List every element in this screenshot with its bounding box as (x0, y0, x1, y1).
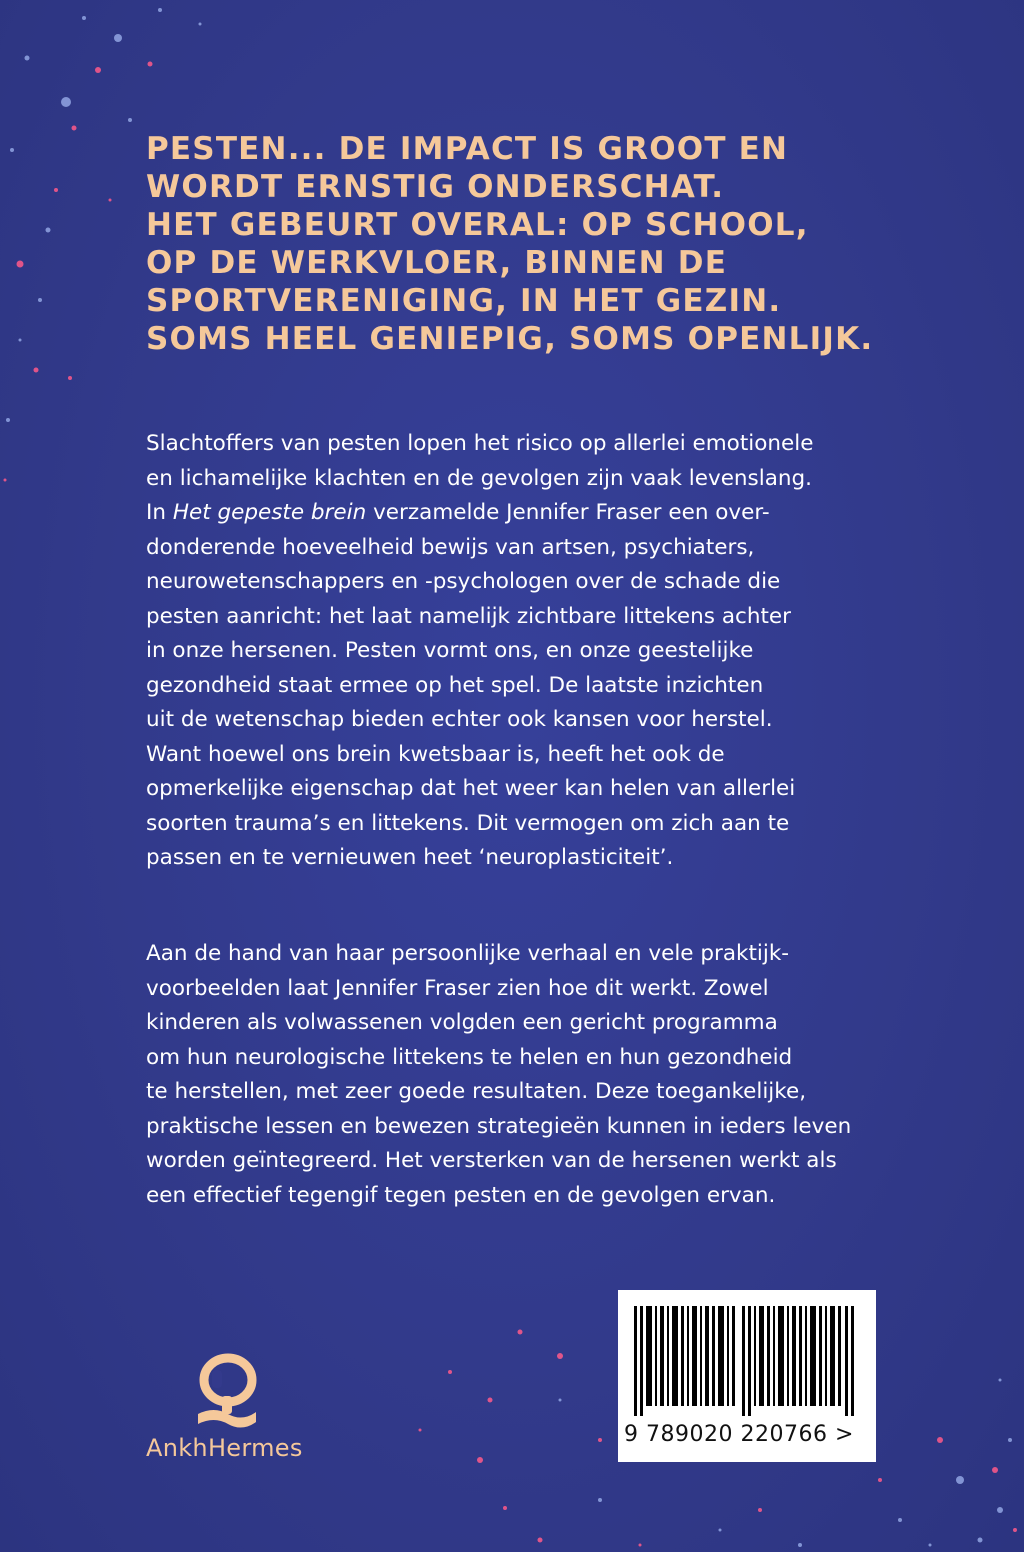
publisher-logo (146, 1352, 306, 1472)
body-line: uit de wetenschap bieden echter ook kansen voor herstel. (146, 707, 773, 732)
body-line: gezondheid staat ermee op het spel. De laatste inzichten (146, 672, 764, 698)
body-line: een effectief tegengif tegen pesten en de gevolgen ervan. (146, 1182, 776, 1208)
headline-line: HET GEBEURT OVERAL: OP SCHOOL, (146, 207, 809, 243)
headline (146, 130, 906, 358)
body-text: In (146, 500, 173, 525)
body-line: te herstellen, met zeer goede resultaten. Deze toegankelijke, (146, 1079, 807, 1104)
body-line: pesten aanricht: het laat namelijk zichtbare littekens achter (146, 603, 791, 629)
body-line: soorten trauma’s en littekens. Dit vermogen om zich aan te (146, 810, 790, 836)
body-line: in onze hersenen. Pesten vormt ons, en onze geestelijke (146, 638, 754, 663)
body-paragraph-2 (146, 937, 886, 1213)
body-line: Want hoewel ons brein kwetsbaar is, heeft het ook de (146, 741, 725, 767)
body-line: kinderen als volwassenen volgden een gericht programma (146, 1010, 778, 1035)
body-text: verzamelde Jennifer Fraser een over- (366, 500, 770, 525)
publisher-name: AnkhHermes (146, 1434, 303, 1462)
body-line: neurowetenschappers en -psychologen over de schade die (146, 569, 781, 594)
headline-line: SPORTVERENIGING, IN HET GEZIN. (146, 283, 782, 319)
headline-line: WORDT ERNSTIG ONDERSCHAT. (146, 169, 725, 205)
book-title: Het gepeste brein (172, 500, 367, 525)
body-line: en lichamelijke klachten en de gevolgen zijn vaak levenslang. (146, 465, 813, 491)
body-paragraph-1 (146, 427, 886, 876)
body-line: opmerkelijke eigenschap dat het weer kan helen van allerlei (146, 776, 796, 801)
body-line (146, 496, 886, 531)
ankhhermes-logo-icon (192, 1352, 260, 1432)
body-line: worden geïntegreerd. Het versterken van de hersenen werkt als (146, 1148, 837, 1173)
isbn-digits: 9 789020 220766 > (624, 1422, 854, 1447)
body-line: Aan de hand van haar persoonlijke verhaal en vele praktijk- (146, 941, 790, 966)
isbn-barcode (618, 1290, 876, 1462)
headline-line: OP DE WERKVLOER, BINNEN DE (146, 245, 728, 281)
barcode-icon (634, 1306, 860, 1416)
body-line: praktische lessen en bewezen strategieën kunnen in ieders leven (146, 1113, 852, 1139)
headline-line: PESTEN... DE IMPACT IS GROOT EN (146, 131, 789, 167)
body-line: Slachtoffers van pesten lopen het risico op allerlei emotionele (146, 431, 814, 456)
body-line: donderende hoeveelheid bewijs van artsen, psychiaters, (146, 534, 755, 560)
headline-line: SOMS HEEL GENIEPIG, SOMS OPENLIJK. (146, 321, 874, 357)
body-line: voorbeelden laat Jennifer Fraser zien hoe dit werkt. Zowel (146, 975, 769, 1001)
body-line: passen en te vernieuwen heet ‘neuroplasticiteit’. (146, 845, 674, 870)
body-line: om hun neurologische littekens te helen en hun gezondheid (146, 1044, 793, 1070)
